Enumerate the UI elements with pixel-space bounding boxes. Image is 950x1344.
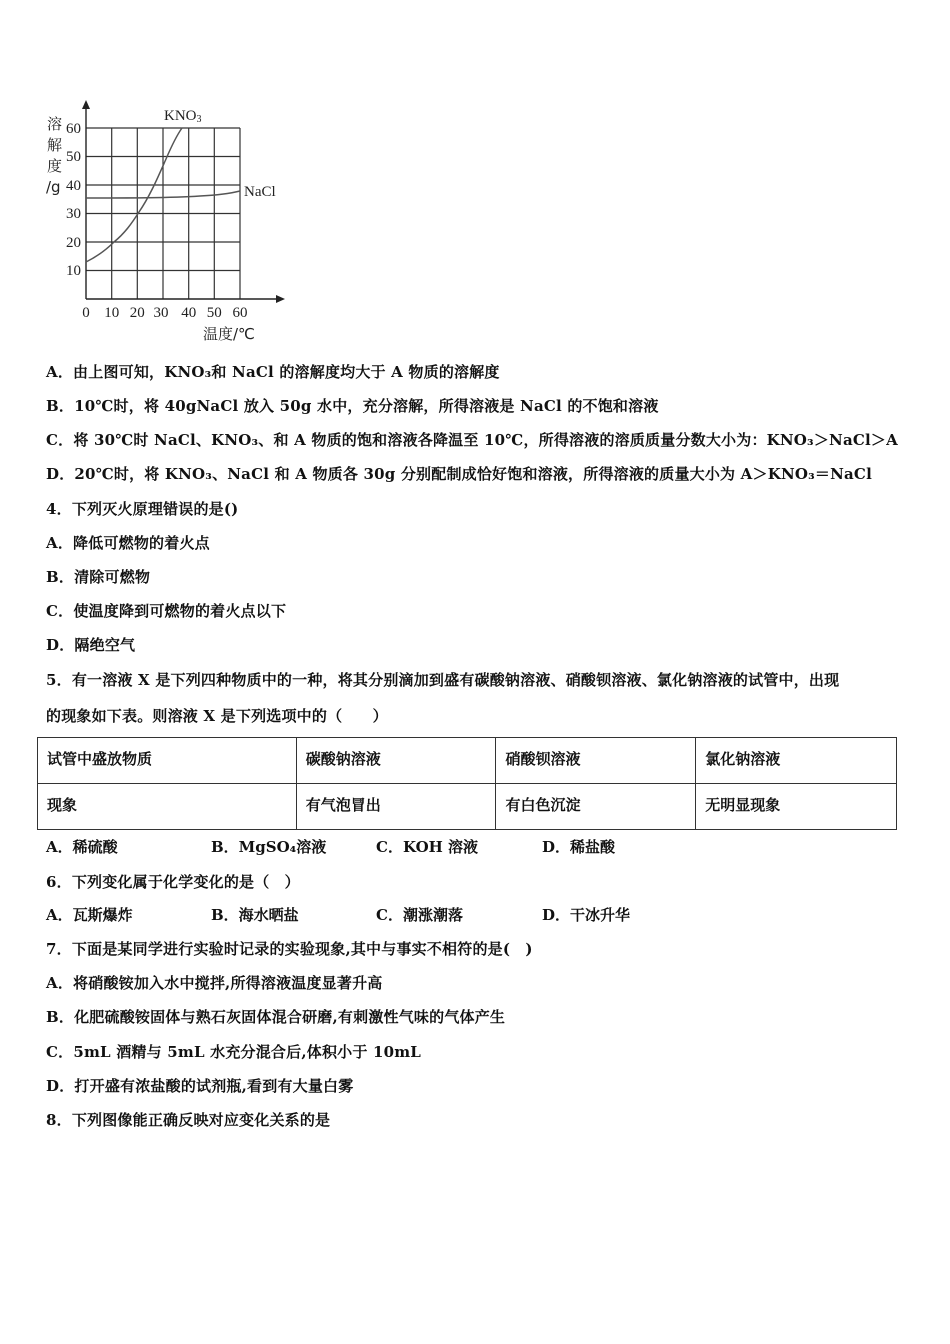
svg-text:20: 20 xyxy=(66,235,81,251)
svg-text:10: 10 xyxy=(104,305,120,321)
q4-stem: 4．下列灭火原理错误的是() xyxy=(46,500,239,518)
option-label: C． xyxy=(46,602,74,620)
nacl-label: NaCl xyxy=(244,184,276,200)
x-axis-title: 温度/℃ xyxy=(203,325,255,343)
option-text: 10℃时，将 40gNaCl 放入 50g 水中，充分溶解，所得溶液是 NaCl 的不饱和溶液 xyxy=(74,397,659,415)
x-axis-arrow-icon xyxy=(276,295,285,303)
solubility-chart-svg xyxy=(40,95,300,350)
q5-option-c[interactable]: C．KOH 溶液 xyxy=(376,838,479,856)
option-label: D． xyxy=(46,636,75,654)
y-tick-labels xyxy=(66,121,81,279)
kno3-label: KNO3 xyxy=(164,108,202,125)
option-text: 将硝酸铵加入水中搅拌,所得溶液温度显著升高 xyxy=(73,974,383,992)
option-label: C． xyxy=(46,1043,74,1061)
q4-option-d[interactable] xyxy=(46,634,135,655)
option-text: 隔绝空气 xyxy=(74,636,136,654)
q5-option-a[interactable]: A．稀硫酸 xyxy=(46,838,118,856)
q5-option-b[interactable]: B．MgSO₄溶液 xyxy=(211,838,327,856)
table-cell: 现象 xyxy=(38,784,297,830)
y-axis-arrow-icon xyxy=(82,100,90,109)
svg-text:/g: /g xyxy=(46,178,61,196)
svg-text:解: 解 xyxy=(47,136,63,154)
svg-text:60: 60 xyxy=(232,305,248,321)
option-label: D． xyxy=(46,465,75,483)
table-header-cell: 碳酸钠溶液 xyxy=(296,738,496,784)
option-label: A． xyxy=(46,363,74,381)
q6-option-a[interactable]: A．瓦斯爆炸 xyxy=(46,906,133,924)
q6-stem: 6．下列变化属于化学变化的是（ ） xyxy=(46,873,300,891)
table-cell: 有气泡冒出 xyxy=(296,784,496,830)
q7-option-b[interactable] xyxy=(46,1006,505,1027)
option-label: D． xyxy=(46,1077,75,1095)
option-label: B． xyxy=(46,568,75,586)
q7-stem: 7．下面是某同学进行实验时记录的实验现象,其中与事实不相符的是( ) xyxy=(46,940,533,958)
option-text: 使温度降到可燃物的着火点以下 xyxy=(73,602,287,620)
q4-option-c[interactable] xyxy=(46,600,286,621)
table-row xyxy=(38,738,897,784)
table-header-cell: 氯化钠溶液 xyxy=(696,738,897,784)
svg-text:度: 度 xyxy=(47,157,63,175)
svg-text:30: 30 xyxy=(153,305,169,321)
solubility-chart xyxy=(40,95,300,350)
option-text: 降低可燃物的着火点 xyxy=(73,534,210,552)
q5-table xyxy=(37,737,897,830)
option-text: 20℃时，将 KNO₃、NaCl 和 A 物质各 30g 分别配制成恰好饱和溶液，所得溶液的质量大小为 A＞KNO₃＝NaCl xyxy=(74,465,872,483)
svg-text:10: 10 xyxy=(66,263,81,279)
option-label: B． xyxy=(46,1008,75,1026)
svg-text:0: 0 xyxy=(82,305,90,321)
q7-option-d[interactable] xyxy=(46,1075,353,1096)
q3-option-b[interactable] xyxy=(46,395,659,416)
q6-option-d[interactable]: D．干冰升华 xyxy=(542,906,631,924)
q4-option-b[interactable] xyxy=(46,566,150,587)
q7-option-c[interactable] xyxy=(46,1041,421,1062)
q3-option-d[interactable] xyxy=(46,463,872,484)
x-tick-labels xyxy=(82,305,247,321)
q8-stem: 8．下列图像能正确反映对应变化关系的是 xyxy=(46,1111,331,1129)
option-text: 将 30℃时 NaCl、KNO₃、和 A 物质的饱和溶液各降温至 10℃，所得溶液的溶质质量分数大小为：KNO₃＞NaCl＞A xyxy=(73,431,898,449)
table-cell: 有白色沉淀 xyxy=(496,784,696,830)
q6-option-c[interactable]: C．潮涨潮落 xyxy=(376,906,463,924)
svg-text:60: 60 xyxy=(66,121,81,137)
svg-text:50: 50 xyxy=(66,149,81,165)
table-cell: 无明显现象 xyxy=(696,784,897,830)
q3-option-a[interactable] xyxy=(46,361,500,382)
option-text: 由上图可知，KNO₃和 NaCl 的溶解度均大于 A 物质的溶解度 xyxy=(73,363,500,381)
y-axis-title xyxy=(46,115,62,196)
option-label: B． xyxy=(46,397,75,415)
option-label: C． xyxy=(46,431,74,449)
option-text: 5mL 酒精与 5mL 水充分混合后,体积小于 10mL xyxy=(73,1043,422,1061)
q5-option-d[interactable]: D．稀盐酸 xyxy=(542,838,616,856)
svg-text:30: 30 xyxy=(66,206,81,222)
table-row xyxy=(38,784,897,830)
svg-text:溶: 溶 xyxy=(47,115,63,133)
q4-option-a[interactable] xyxy=(46,532,210,553)
svg-text:50: 50 xyxy=(206,305,222,321)
table-header-cell: 试管中盛放物质 xyxy=(38,738,297,784)
option-text: 打开盛有浓盐酸的试剂瓶,看到有大量白雾 xyxy=(74,1077,354,1095)
q3-option-c[interactable] xyxy=(46,429,898,450)
q5-stem-line1: 5．有一溶液 X 是下列四种物质中的一种，将其分别滴加到盛有碳酸钠溶液、硝酸钡溶液、氯化钠溶液的试管中，出现 xyxy=(46,671,840,689)
q5-stem-line2: 的现象如下表。则溶液 X 是下列选项中的（ ） xyxy=(46,707,388,725)
option-label: A． xyxy=(46,974,74,992)
svg-text:20: 20 xyxy=(129,305,145,321)
q7-option-a[interactable] xyxy=(46,972,382,993)
option-text: 化肥硫酸铵固体与熟石灰固体混合研磨,有刺激性气味的气体产生 xyxy=(74,1008,506,1026)
svg-text:40: 40 xyxy=(66,178,81,194)
option-label: A． xyxy=(46,534,74,552)
svg-text:40: 40 xyxy=(181,305,197,321)
table-header-cell: 硝酸钡溶液 xyxy=(496,738,696,784)
option-text: 清除可燃物 xyxy=(74,568,151,586)
chart-grid xyxy=(86,128,240,299)
q6-option-b[interactable]: B．海水晒盐 xyxy=(211,906,299,924)
